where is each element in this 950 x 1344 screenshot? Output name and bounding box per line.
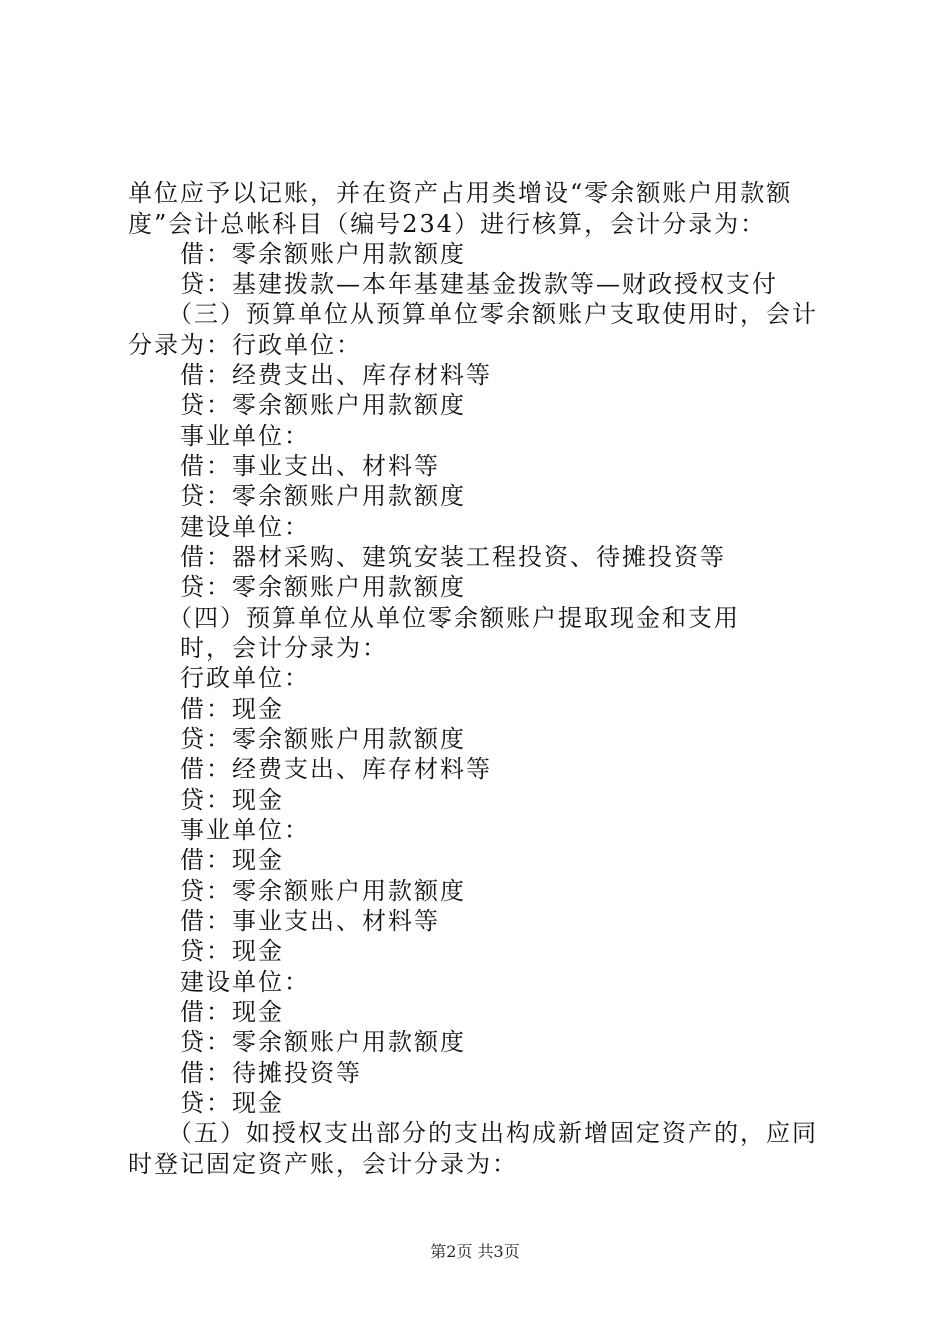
text-line: 贷：零余额账户用款额度: [180, 1028, 466, 1056]
text-line: （三）预算单位从预算单位零余额账户支取使用时，会计: [168, 300, 818, 328]
text-line: 贷：基建拨款—本年基建基金拨款等—财政授权支付: [180, 270, 778, 298]
text-line: 借：现金: [180, 695, 284, 723]
text-line: （四）预算单位从单位零余额账户提取现金和支用: [168, 604, 740, 632]
text-line: 借：现金: [180, 846, 284, 874]
text-line: 事业单位：: [180, 816, 310, 844]
text-line: 贷：零余额账户用款额度: [180, 877, 466, 905]
text-line: 借：待摊投资等: [180, 1059, 362, 1087]
text-line: 借：器材采购、建筑安装工程投资、待摊投资等: [180, 543, 726, 571]
text-line: 度”会计总帐科目（编号234）进行核算，会计分录为：: [128, 210, 767, 238]
text-line: 贷：零余额账户用款额度: [180, 391, 466, 419]
page-footer: 第2页 共3页: [430, 1242, 520, 1261]
text-line: 贷：零余额账户用款额度: [180, 482, 466, 510]
text-line: 贷：零余额账户用款额度: [180, 725, 466, 753]
text-line: 建设单位：: [180, 968, 310, 996]
text-line: 借：现金: [180, 998, 284, 1026]
text-line: 借：事业支出、材料等: [180, 907, 440, 935]
text-line: 借：事业支出、材料等: [180, 452, 440, 480]
text-line: 时，会计分录为：: [180, 634, 388, 662]
text-line: 借：经费支出、库存材料等: [180, 755, 492, 783]
text-line: 贷：现金: [180, 786, 284, 814]
text-line: 贷：现金: [180, 1089, 284, 1117]
text-line: 时登记固定资产账，会计分录为：: [128, 1150, 518, 1178]
text-line: 分录为：行政单位：: [128, 331, 362, 359]
text-line: 借：经费支出、库存材料等: [180, 361, 492, 389]
text-line: 单位应予以记账，并在资产占用类增设“零余额账户用款额: [128, 179, 793, 207]
text-line: 行政单位：: [180, 664, 310, 692]
text-line: 借：零余额账户用款额度: [180, 240, 466, 268]
text-line: 贷：零余额账户用款额度: [180, 573, 466, 601]
text-line: 建设单位：: [180, 513, 310, 541]
text-line: 贷：现金: [180, 937, 284, 965]
text-line: （五）如授权支出部分的支出构成新增固定资产的，应同: [168, 1119, 818, 1147]
text-line: 事业单位：: [180, 422, 310, 450]
